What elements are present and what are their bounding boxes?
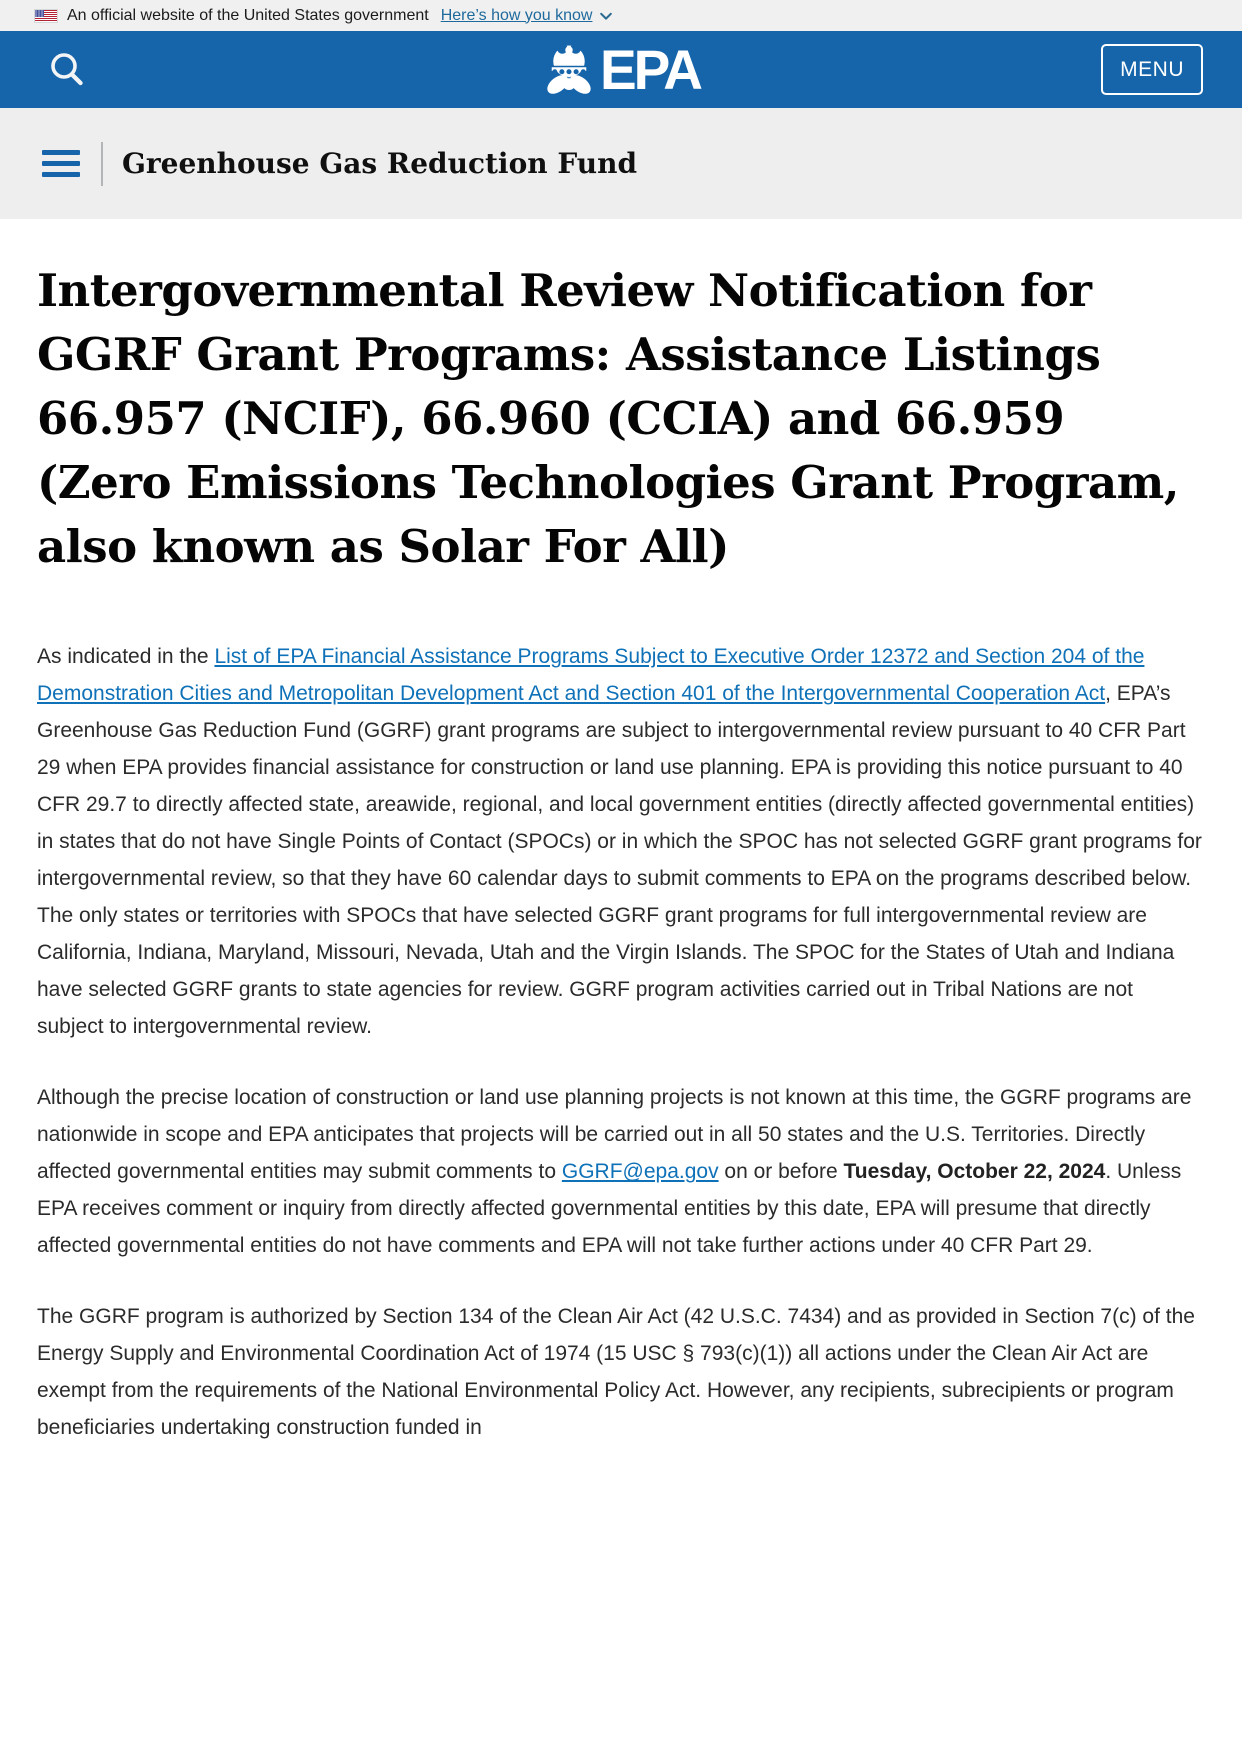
epa-logo-text: EPA (599, 37, 701, 101)
us-flag-icon (35, 10, 57, 22)
divider (101, 142, 103, 186)
paragraph (37, 638, 1205, 1045)
text-run: The GGRF program is authorized by Section 134 of the Clean Air Act (42 U.S.C. 7434) and as provided in Section 7(c) of the Energy Supply and Environmental Coordination Act of 1974 (15 USC § 793(c)(1)) all actions under the Clean Air Act are exempt from the requirements of the National Environmental Policy Act. However, any recipients, subrecipients or program beneficiaries undertaking construction funded in (37, 1305, 1195, 1440)
gov-banner (0, 0, 1242, 31)
text-run: on or before (718, 1160, 844, 1184)
article-body (37, 638, 1205, 1446)
inline-link[interactable]: GGRF@epa.gov (561, 1160, 719, 1184)
program-bar (0, 108, 1242, 219)
search-button[interactable] (45, 48, 89, 92)
text-run: . Unless EPA receives comment or inquiry from directly affected governmental entities by this date, EPA will presume that directly affected governmental entities do not have comments and EPA will not take further actions under 40 CFR Part 29. (37, 1160, 1182, 1258)
main-content (0, 259, 1242, 1446)
inline-link[interactable]: List of EPA Financial Assistance Programs Subject to Executive Order 12372 and Section 204 of the Demonstration Cities and Metropolitan Development Act and Section 401 of the Intergovernmental Cooperation Act (37, 645, 1145, 706)
site-header (0, 31, 1242, 108)
text-run: As indicated in the (37, 645, 215, 669)
text-run: , EPA’s Greenhouse Gas Reduction Fund (GGRF) grant programs are subject to intergovernmental review pursuant to 40 CFR Part 29 when EPA provides financial assistance for construction or land use planning. EPA is providing this notice pursuant to 40 CFR 29.7 to directly affected state, areawide, regional, and local government entities (directly affected governmental entities) in states that do not have Single Points of Contact (SPOCs) or in which the SPOC has not selected GGRF grant programs for intergovernmental review, so that they have 60 calendar days to submit comments to EPA on the programs described below. The only states or territories with SPOCs that have selected GGRF grant programs for full intergovernmental review are California, Indiana, Maryland, Missouri, Nevada, Utah and the Virgin Islands. The SPOC for the States of Utah and Indiana have selected GGRF grants to state agencies for review. GGRF program activities carried out in Tribal Nations are not subject to intergovernmental review. (37, 682, 1202, 1039)
epa-seal-icon (542, 43, 596, 97)
gov-banner-text: An official website of the United States government (67, 6, 429, 24)
heres-how-you-know-label: Here’s how you know (440, 6, 593, 24)
page-title: Intergovernmental Review Notification for GGRF Grant Programs: Assistance Listings 66.957 (NCIF), 66.960 (CCIA) and 66.959 (Zero Emissions Technologies Grant Program, also known as Solar For All) (37, 264, 1179, 573)
heres-how-you-know-link[interactable] (441, 7, 614, 25)
menu-button[interactable]: MENU (1101, 44, 1203, 95)
paragraph (37, 1079, 1205, 1264)
hamburger-menu-icon[interactable] (42, 150, 80, 177)
program-title: Greenhouse Gas Reduction Fund (122, 147, 638, 180)
search-icon (47, 50, 87, 90)
paragraph (37, 1298, 1205, 1446)
text-run: Although the precise location of construction or land use planning projects is not known at this time, the GGRF programs are nationwide in scope and EPA anticipates that projects will be carried out in all 50 states and the U.S. Territories. Directly affected governmental entities may submit comments to (37, 1086, 1192, 1184)
epa-logo[interactable] (542, 37, 701, 101)
bold-text: Tuesday, October 22, 2024 (843, 1160, 1106, 1184)
chevron-down-icon (599, 9, 613, 23)
